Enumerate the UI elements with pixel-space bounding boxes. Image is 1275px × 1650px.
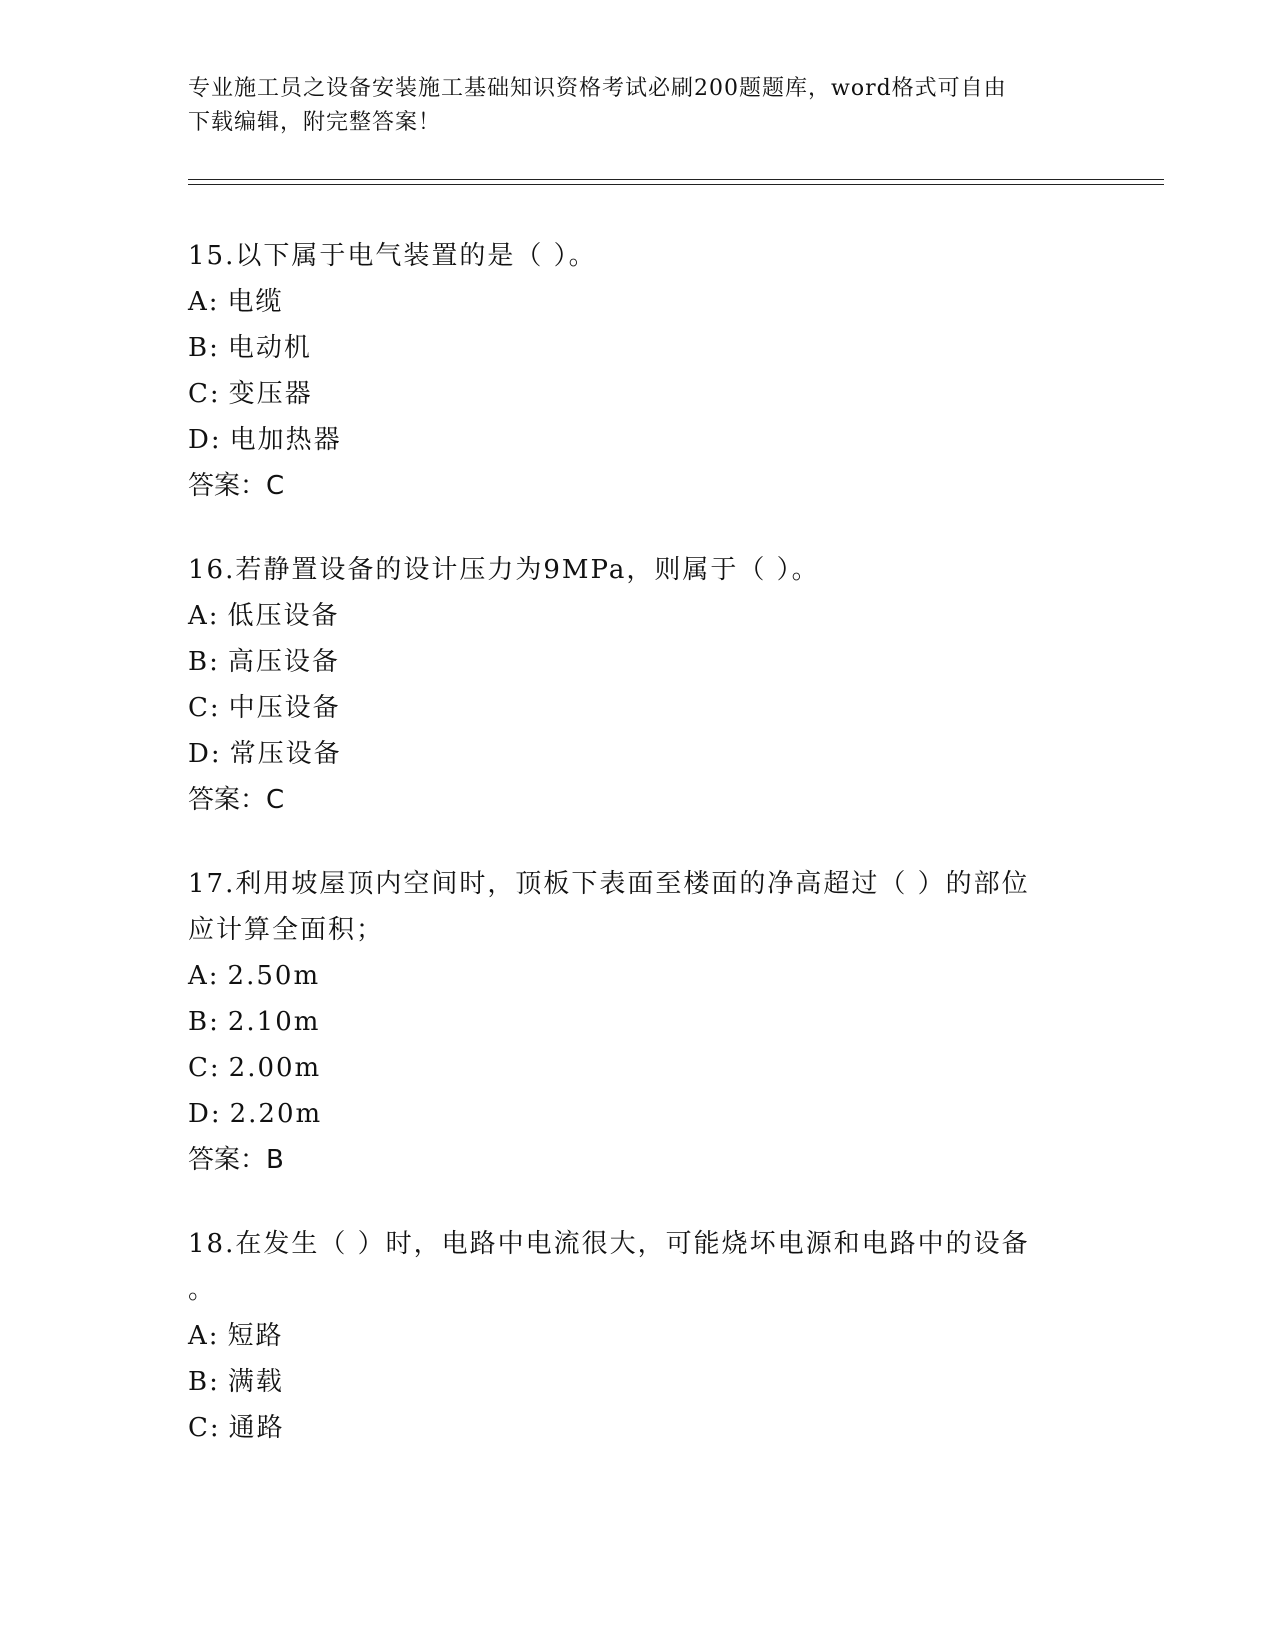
option-text: 满载 <box>227 1367 284 1397</box>
option-text: 通路 <box>228 1413 285 1443</box>
option-c <box>188 371 1088 417</box>
option-d <box>188 731 1088 777</box>
question-stem-line-2: 。 <box>188 1275 217 1305</box>
question-stem-line-1: 17.利用坡屋顶内空间时，顶板下表面至楼面的净高超过（ ）的部位 <box>188 869 1030 899</box>
option-key: D: <box>188 1099 222 1129</box>
question-stem: 16.若静置设备的设计压力为9MPa，则属于（ ）。 <box>188 555 820 585</box>
option-text: 电缆 <box>227 287 284 317</box>
option-key: D: <box>188 425 222 455</box>
question-list <box>188 233 1088 1451</box>
option-key: D: <box>188 739 222 769</box>
option-text: 电加热器 <box>229 425 342 455</box>
option-key: C: <box>188 693 221 723</box>
option-key: B: <box>188 1007 220 1037</box>
answer-line: 答案：C <box>188 785 285 815</box>
option-key: A: <box>188 961 220 991</box>
option-c <box>188 685 1088 731</box>
option-text: 高压设备 <box>227 647 340 677</box>
option-a <box>188 593 1088 639</box>
option-text: 电动机 <box>227 333 312 363</box>
option-key: C: <box>188 1413 221 1443</box>
document-header <box>188 72 1088 140</box>
option-key: B: <box>188 1367 220 1397</box>
option-c <box>188 1045 1088 1091</box>
option-d <box>188 1091 1088 1137</box>
option-c <box>188 1405 1088 1451</box>
answer-line: 答案：C <box>188 471 285 501</box>
question-17 <box>188 861 1088 1183</box>
header-line-1: 专业施工员之设备安装施工基础知识资格考试必刷200题题库，word格式可自由 <box>188 76 1007 101</box>
question-15 <box>188 233 1088 509</box>
question-stem-line-2: 应计算全面积； <box>188 915 385 945</box>
option-b <box>188 1359 1088 1405</box>
option-key: A: <box>188 601 220 631</box>
option-d <box>188 417 1088 463</box>
option-key: B: <box>188 647 220 677</box>
option-a <box>188 279 1088 325</box>
option-key: B: <box>188 333 220 363</box>
option-b <box>188 639 1088 685</box>
option-text: 低压设备 <box>227 601 340 631</box>
option-key: C: <box>188 379 221 409</box>
question-stem: 15.以下属于电气装置的是（ ）。 <box>188 241 597 271</box>
option-text: 2.50m <box>227 961 321 991</box>
option-a <box>188 1313 1088 1359</box>
option-text: 变压器 <box>228 379 313 409</box>
option-b <box>188 325 1088 371</box>
option-key: C: <box>188 1053 221 1083</box>
option-a <box>188 953 1088 999</box>
header-line-2: 下载编辑，附完整答案！ <box>188 110 442 135</box>
option-b <box>188 999 1088 1045</box>
option-text: 2.20m <box>229 1099 323 1129</box>
option-key: A: <box>188 287 220 317</box>
option-key: A: <box>188 1321 220 1351</box>
option-text: 常压设备 <box>229 739 342 769</box>
option-text: 中压设备 <box>228 693 341 723</box>
option-text: 2.00m <box>228 1053 322 1083</box>
option-text: 短路 <box>227 1321 284 1351</box>
question-stem-line-1: 18.在发生（ ）时，电路中电流很大，可能烧坏电源和电路中的设备 <box>188 1229 1030 1259</box>
answer-line: 答案：B <box>188 1145 284 1175</box>
question-18 <box>188 1221 1088 1451</box>
question-16 <box>188 547 1088 823</box>
option-text: 2.10m <box>227 1007 321 1037</box>
header-divider-bottom <box>188 184 1164 185</box>
header-divider-top <box>188 179 1164 180</box>
